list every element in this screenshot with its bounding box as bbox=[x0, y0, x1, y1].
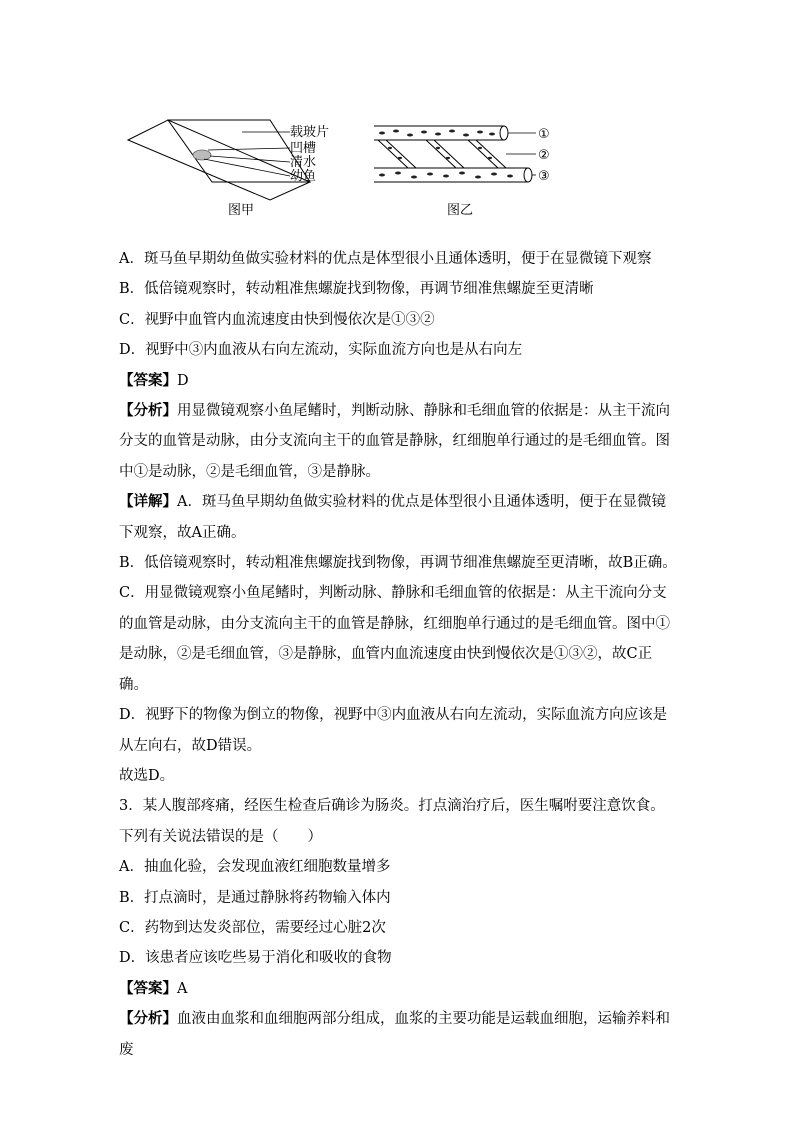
figure-jia bbox=[128, 120, 329, 218]
document-body bbox=[119, 244, 679, 1065]
analysis-tag: 【分析】 bbox=[119, 1010, 177, 1028]
label-vessel-2: ② bbox=[538, 148, 550, 163]
q3-option-c: C．药物到达发炎部位，需要经过心脏2次 bbox=[119, 919, 386, 936]
blood-cells-bottom bbox=[379, 172, 513, 179]
answer-tag: 【答案】 bbox=[119, 371, 177, 389]
caption-jia: 图甲 bbox=[228, 203, 255, 218]
q3-option-d: D．该患者应该吃些易于消化和吸收的食物 bbox=[119, 950, 392, 967]
label-fish: 幼鱼 bbox=[290, 169, 317, 184]
q2-detail-b: B．低倍镜观察时，转动粗准焦螺旋找到物像，再调节细准焦螺旋至更清晰，故B正确。 bbox=[119, 555, 677, 572]
detail-a-text: A．斑马鱼早期幼鱼做实验材料的优点是体型很小且通体透明，便于在显微镜下观察，故A正确。 bbox=[119, 494, 666, 541]
label-slide: 载玻片 bbox=[290, 125, 330, 140]
q2-option-d: D．视野中③内血液从右向左流动，实际血流方向也是从右向左 bbox=[119, 342, 523, 359]
groove bbox=[193, 150, 211, 160]
label-water: 清水 bbox=[290, 155, 317, 170]
q2-detail-d: D．视野下的物像为倒立的物像，视野中③内血液从右向左流动，实际血流方向应该是从左向右，故D错误。 bbox=[119, 707, 668, 754]
q2-analysis bbox=[119, 396, 679, 487]
q3-option-a: A．抽血化验，会发现血液红细胞数量增多 bbox=[119, 859, 391, 876]
figure-diagrams bbox=[120, 112, 590, 224]
detail-tag: 【详解】 bbox=[119, 493, 177, 511]
label-vessel-1: ① bbox=[538, 127, 550, 142]
label-groove: 凹槽 bbox=[290, 141, 317, 156]
answer-tag: 【答案】 bbox=[119, 979, 177, 997]
figure-yi bbox=[374, 126, 550, 218]
q2-option-c: C．视野中血管内血流速度由快到慢依次是①③② bbox=[119, 311, 435, 328]
caption-yi: 图乙 bbox=[447, 203, 474, 218]
label-vessel-3: ③ bbox=[538, 169, 550, 184]
analysis-text: 血液由血浆和血细胞两部分组成，血浆的主要功能是运载血细胞，运输养料和废 bbox=[119, 1011, 670, 1058]
analysis-tag: 【分析】 bbox=[119, 402, 177, 420]
q2-option-a: A．斑马鱼早期幼鱼做实验材料的优点是体型很小且通体透明，便于在显微镜下观察 bbox=[119, 251, 652, 267]
q2-detail-a bbox=[119, 487, 679, 548]
q2-option-b: B．低倍镜观察时，转动粗准焦螺旋找到物像，再调节细准焦螺旋至更清晰 bbox=[119, 281, 594, 298]
capillaries bbox=[378, 140, 506, 168]
q3-stem: 3．某人腹部疼痛，经医生检查后确诊为肠炎。打点滴治疗后，医生嘱咐要注意饮食。下列有关说法错误的是（ ） bbox=[119, 798, 665, 845]
leader-line-2 bbox=[208, 148, 290, 150]
analysis-text: 用显微镜观察小鱼尾鳍时，判断动脉、静脉和毛细血管的依据是：从主干流向分支的血管是动脉，由分支流向主干的血管是静脉，红细胞单行通过的是毛细血管。图中①是动脉，②是毛细血管，③是静脉。 bbox=[119, 403, 670, 480]
q3-option-b: B．打点滴时，是通过静脉将药物输入体内 bbox=[119, 889, 391, 906]
q2-conclusion: 故选D。 bbox=[119, 767, 175, 784]
vessel-bottom-end bbox=[524, 168, 532, 182]
q3-analysis bbox=[119, 1004, 679, 1065]
answer-value: D bbox=[177, 372, 189, 389]
answer-value: A bbox=[177, 980, 188, 997]
figures-area bbox=[120, 112, 590, 224]
q2-detail-c: C．用显微镜观察小鱼尾鳍时，判断动脉、静脉和毛细血管的依据是：从主干流向分支的血管是动脉，由分支流向主干的血管是静脉，红细胞单行通过的是毛细血管。图中①是动脉，②是毛细血管，③是静脉，血管内血流速度由快到慢依次是①③②，故C正确。 bbox=[119, 585, 670, 693]
q3-answer bbox=[119, 974, 679, 1004]
q2-answer bbox=[119, 366, 679, 396]
leader-line-3 bbox=[210, 156, 290, 162]
blood-cells-top bbox=[379, 130, 495, 137]
vessel-top-end bbox=[500, 126, 508, 140]
